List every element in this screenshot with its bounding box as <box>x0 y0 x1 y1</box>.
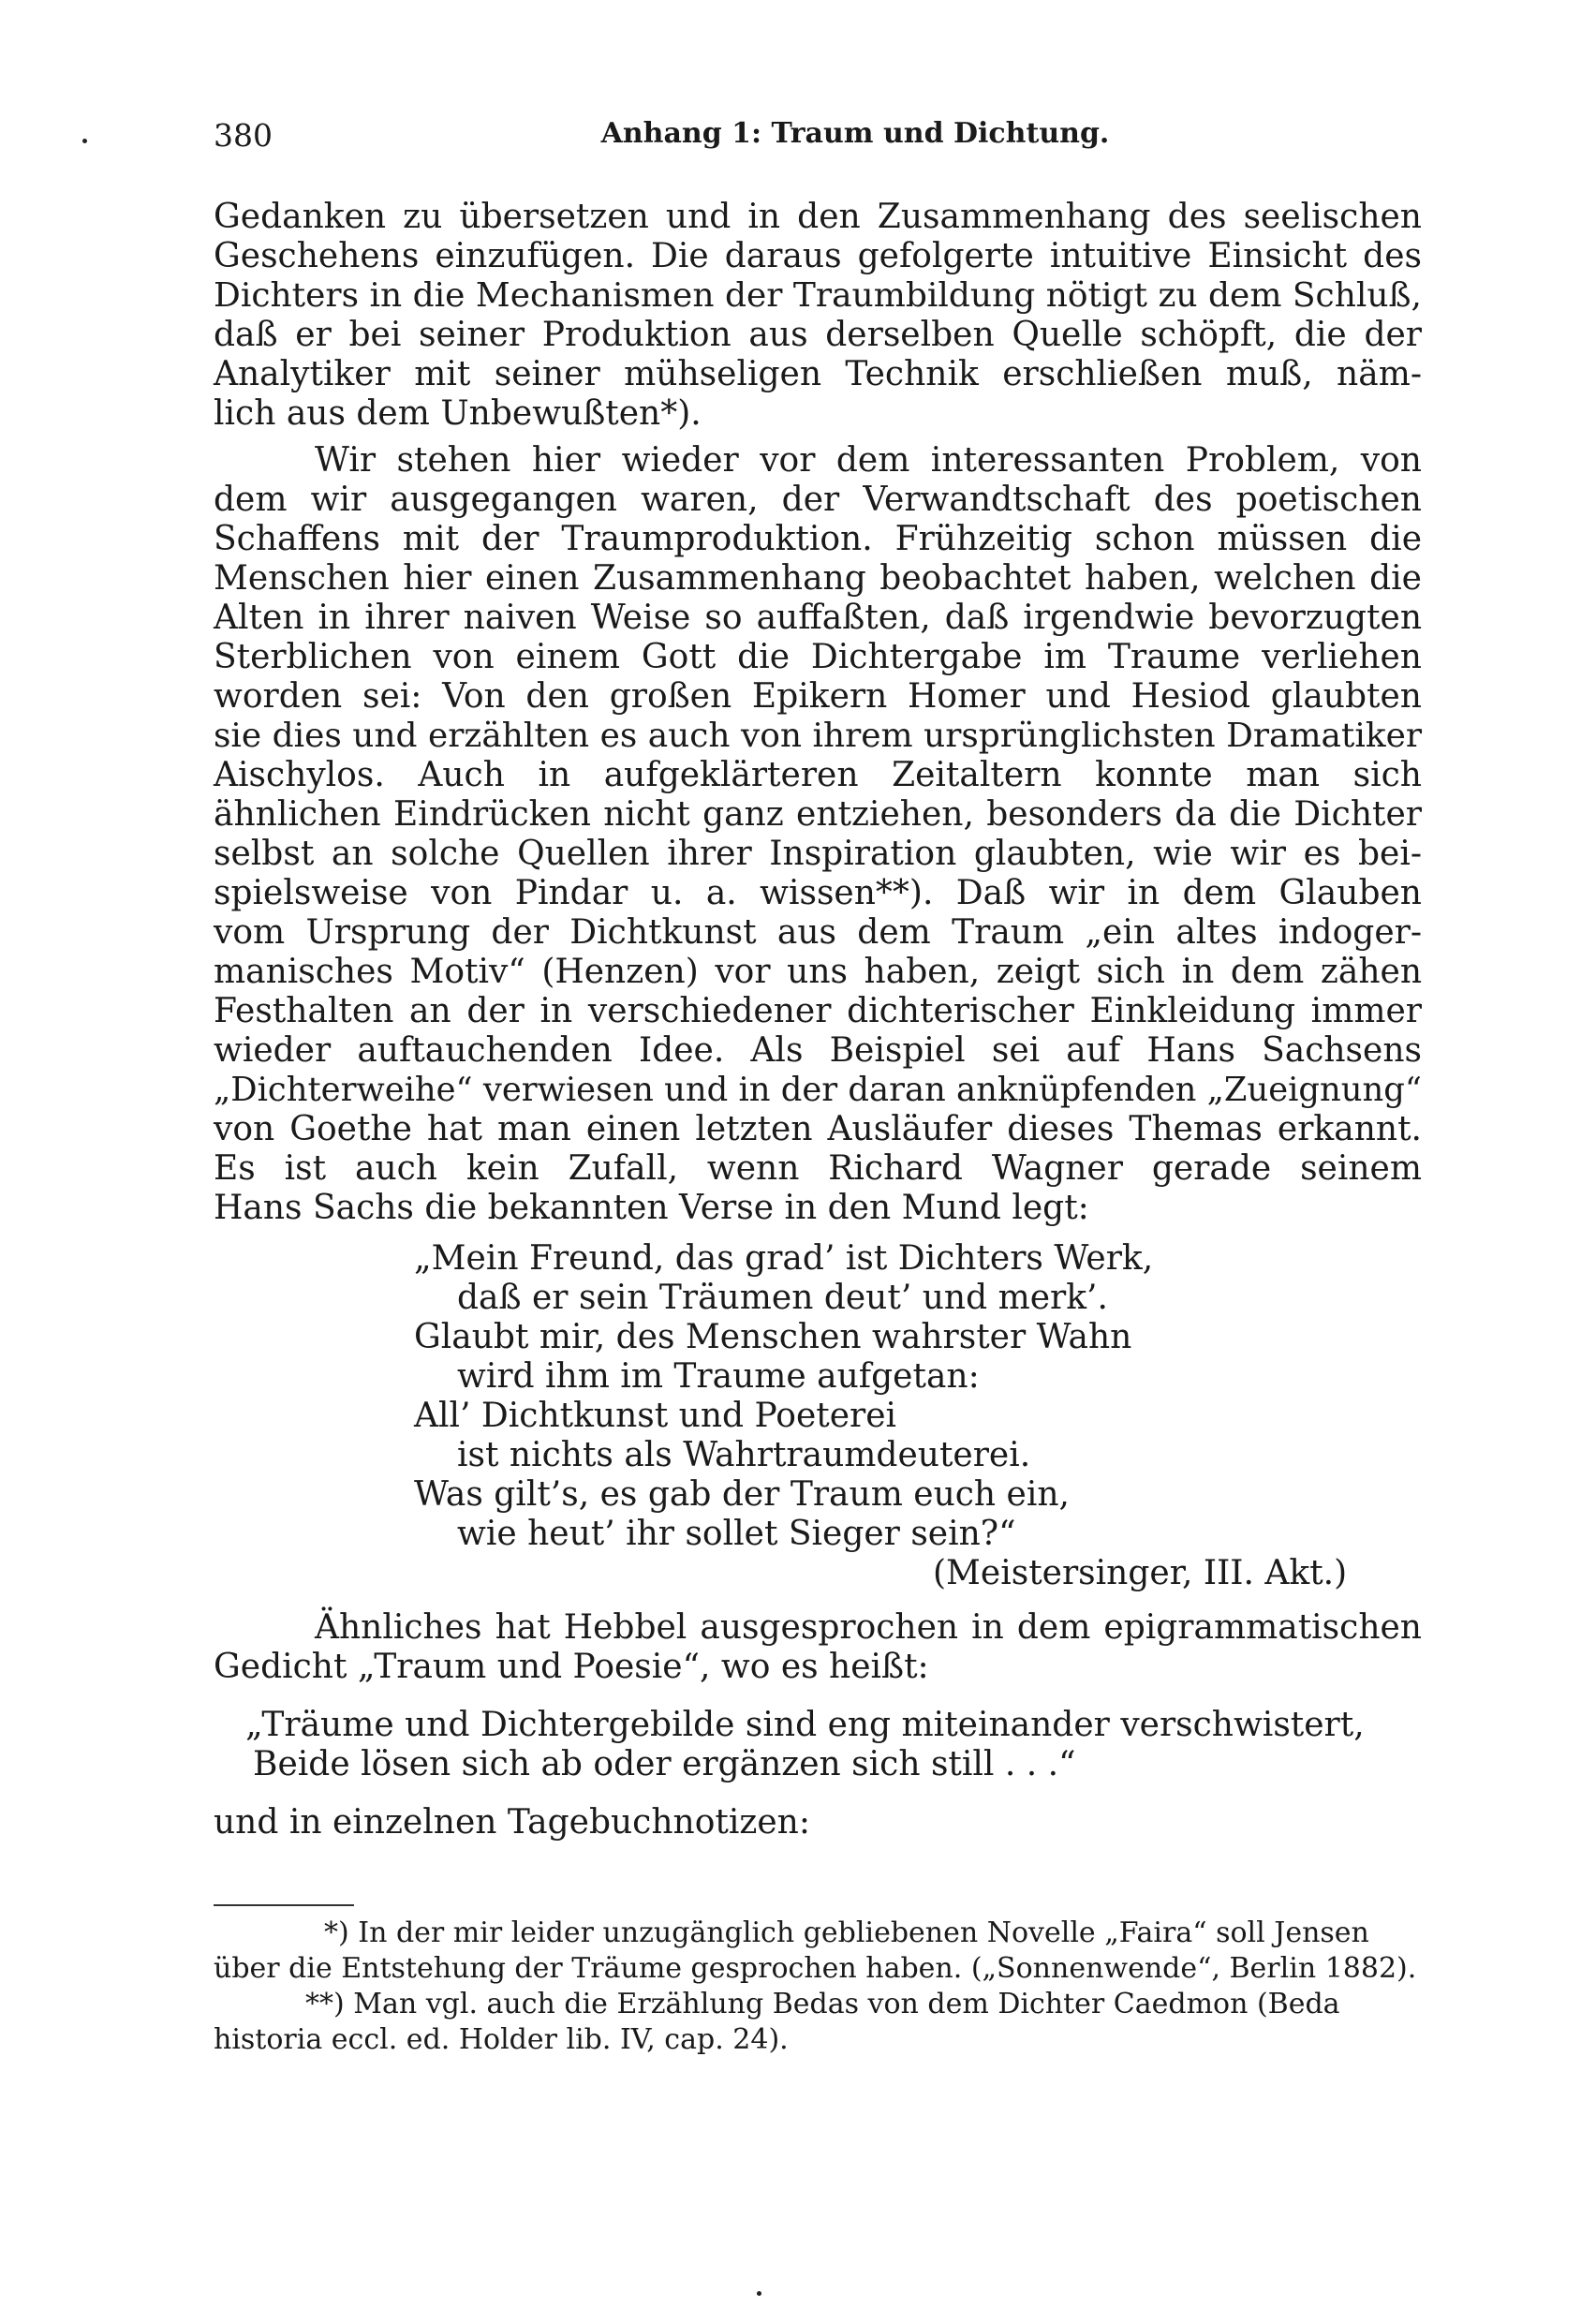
running-title: Anhang 1: Traum und Dichtung. <box>600 117 1110 150</box>
text-line: Gedicht „Traum und Poesie“, wo es heißt: <box>214 1648 929 1686</box>
verse-source: (Meistersinger, III. Akt.) <box>933 1554 1348 1592</box>
verse-line: daß er sein Träumen deut’ und merk’. <box>457 1279 1108 1317</box>
verse-line: ist nichts als Wahrtraumdeuterei. <box>457 1436 1031 1474</box>
verse-line: All’ Dichtkunst und Poeterei <box>414 1397 897 1435</box>
verse-line: Was gilt’s, es gab der Traum euch ein, <box>414 1475 1070 1514</box>
text-line: Dichters in die Mechanismen der Traumbildung nötigt zu dem Schluß, <box>214 276 1422 315</box>
text-line: spielsweise von Pindar u. a. wissen**). Daß wir in dem Glauben <box>214 874 1422 912</box>
text-line: Festhalten an der in verschiedener dichterischer Einkleidung immer <box>214 992 1422 1030</box>
verse-line: Glaubt mir, des Menschen wahrster Wahn <box>414 1318 1132 1356</box>
text-line: ähnlichen Eindrücken nicht ganz entziehen, besonders da die Dichter <box>214 795 1422 834</box>
footnote-line: historia eccl. ed. Holder lib. IV, cap. 24). <box>214 2023 789 2056</box>
verse-line: wird ihm im Traume aufgetan: <box>457 1357 980 1396</box>
text-line: Gedanken zu übersetzen und in den Zusammenhang des seelischen <box>214 198 1422 236</box>
text-line: lich aus dem Unbewußten*). <box>214 394 702 433</box>
footnote-line: **) Man vgl. auch die Erzählung Bedas von dem Dichter Caedmon (Beda <box>305 1988 1340 2020</box>
text-line: von Goethe hat man einen letzten Ausläufer dieses Themas erkannt. <box>214 1110 1422 1148</box>
text-line: und in einzelnen Tagebuchnotizen: <box>214 1803 810 1842</box>
text-line: Menschen hier einen Zusammenhang beobachtet haben, welchen die <box>214 559 1422 598</box>
verse-line: „Mein Freund, das grad’ ist Dichters Werk, <box>414 1239 1154 1278</box>
text-line: Alten in ihrer naiven Weise so auffaßten, daß irgendwie bevorzugten <box>214 599 1422 637</box>
text-line: Sterblichen von einem Gott die Dichtergabe im Traume verliehen <box>214 638 1422 676</box>
text-line: „Dichterweihe“ verwiesen und in der daran anknüpfenden „Zueignung“ <box>214 1071 1422 1109</box>
text-line: worden sei: Von den großen Epikern Homer und Hesiod glaubten <box>214 677 1422 716</box>
text-line: Wir stehen hier wieder vor dem interessanten Problem, von <box>315 441 1422 480</box>
text-line: daß er bei seiner Produktion aus derselben Quelle schöpft, die der <box>214 316 1422 354</box>
page-header <box>214 117 1422 164</box>
text-line: Hans Sachs die bekannten Verse in den Mund legt: <box>214 1189 1089 1227</box>
quote-line: „Träume und Dichtergebilde sind eng miteinander verschwistert, <box>245 1706 1365 1744</box>
text-line: Geschehens einzufügen. Die daraus gefolgerte intuitive Einsicht des <box>214 237 1422 275</box>
text-line: Aischylos. Auch in aufgeklärteren Zeitaltern konnte man sich <box>214 756 1422 794</box>
footnote-line: über die Entstehung der Träume gesprochen haben. („Sonnenwende“, Berlin 1882). <box>214 1952 1417 1985</box>
text-line: Schaffens mit der Traumproduktion. Frühzeitig schon müssen die <box>214 520 1422 558</box>
text-line: dem wir ausgegangen waren, der Verwandtschaft des poetischen <box>214 481 1422 519</box>
page-number: 380 <box>214 117 273 154</box>
text-line: manisches Motiv“ (Henzen) vor uns haben, zeigt sich in dem zähen <box>214 953 1422 991</box>
text-line: sie dies und erzählten es auch von ihrem ursprünglichsten Dramatiker <box>214 717 1422 755</box>
bottom-dot <box>757 2291 761 2296</box>
footnote-rule <box>214 1904 354 1906</box>
text-line: Es ist auch kein Zufall, wenn Richard Wagner gerade seinem <box>214 1149 1422 1188</box>
text-line: vom Ursprung der Dichtkunst aus dem Traum „ein altes indoger- <box>214 913 1422 952</box>
text-line: Ähnliches hat Hebbel ausgesprochen in dem epigrammatischen <box>315 1608 1422 1647</box>
footnote-line: *) In der mir leider unzugänglich gebliebenen Novelle „Faira“ soll Jensen <box>324 1916 1369 1949</box>
verse-line: wie heut’ ihr sollet Sieger sein?“ <box>457 1515 1016 1553</box>
text-line: Analytiker mit seiner mühseligen Technik erschließen muß, näm- <box>214 355 1422 393</box>
text-line: wieder auftauchenden Idee. Als Beispiel sei auf Hans Sachsens <box>214 1031 1422 1070</box>
text-line: selbst an solche Quellen ihrer Inspiration glaubten, wie wir es bei- <box>214 835 1422 873</box>
quote-line: Beide lösen sich ab oder ergänzen sich still . . .“ <box>253 1745 1076 1783</box>
margin-dot <box>82 139 87 143</box>
